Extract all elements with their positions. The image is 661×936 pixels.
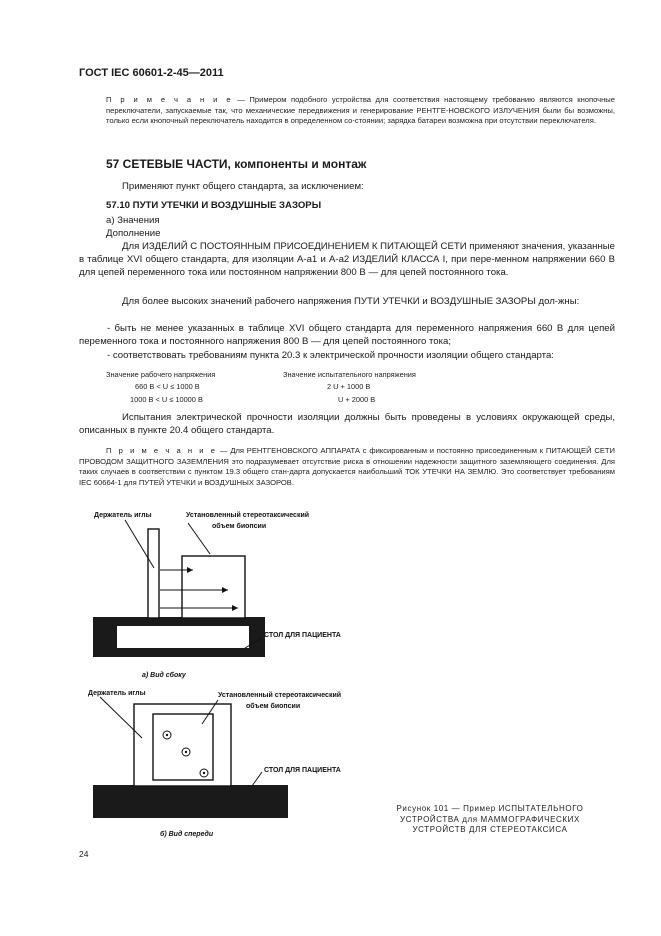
label-patient-table-front: СТОЛ ДЛЯ ПАЦИЕНТА [264, 767, 341, 774]
note-text: — Примером подобного устройства для соответствия настоящему требованию являются кнопочные переключатели, запускаемые так, что механические передвижения и генерирование РЕНТГЕ-НОВСКОГО ИЗЛУЧЕНИЯ были бы возможны, только если кнопочный переключатель находится в определенном со-стоянии; зарядка батареи возможна при отсутствии переключателя. [106, 95, 615, 126]
label-needle-holder: Держатель иглы [94, 512, 152, 519]
note-label: П р и м е ч а н и е [106, 95, 233, 104]
section-57-heading: 57 СЕТЕВЫЕ ЧАСТИ, компоненты и монтаж [106, 157, 367, 171]
paragraph-3: Испытания электрической прочности изоляции должны быть проведены в условиях окружающей среды, описанных в пункте 20.4 общего стандарта. [79, 412, 615, 437]
figure-caption [370, 804, 610, 836]
paragraph-1: Для ИЗДЕЛИЙ С ПОСТОЯННЫМ ПРИСОЕДИНЕНИЕМ К ПИТАЮЩЕЙ СЕТИ применяют значения, указанные в таблице XVI общего стандарта, для изоляции А-а1 и А-а2 ИЗДЕЛИЙ КЛАССА I, при пере-менном напряжении 660 В для цепей переменного тока или постоянном напряжении 800 В — для цепей постоянного тока. [79, 241, 615, 279]
patient-table-side-inner [117, 626, 249, 648]
page-number: 24 [79, 849, 89, 859]
leader-line [188, 523, 210, 554]
biopsy-volume-side [182, 556, 245, 618]
target-point-center [166, 734, 168, 736]
bullet-1: - быть не менее указанных в таблице XVI общего стандарта для переменного напряжения 660 В для цепей переменного тока и постоянного напряжения 800 В — для цепей постоянного тока; [79, 323, 615, 348]
bullet-2: - соответствовать требованиям пункта 20.3 к электрической прочности изоляции общего стандарта: [107, 350, 554, 361]
table-header-test: Значение испытательного напряжения [283, 370, 416, 379]
leader-line [252, 772, 262, 786]
label-biopsy-volume-front-1: Установленный стереотаксический [218, 692, 342, 699]
target-point-center [203, 772, 205, 774]
subsection-57-10-heading: 57.10 ПУТИ УТЕЧКИ И ВОЗДУШНЫЕ ЗАЗОРЫ [106, 200, 322, 211]
needle-holder-side [148, 529, 159, 618]
table-header-working: Значение рабочего напряжения [106, 370, 216, 379]
note-label: П р и м е ч а н и е [106, 446, 218, 455]
label-patient-table: СТОЛ ДЛЯ ПАЦИЕНТА [264, 632, 341, 639]
label-needle-holder-front: Держатель иглы [88, 690, 146, 697]
caption-line: УСТРОЙСТВА для МАММОГРАФИЧЕСКИХ [400, 814, 580, 824]
caption-line: УСТРОЙСТВ ДЛЯ СТЕРЕОТАКСИСА [412, 825, 568, 834]
paragraph-2: Для более высоких значений рабочего напряжения ПУТИ УТЕЧКИ и ВОЗДУШНЫЕ ЗАЗОРЫ дол-жны: [122, 296, 580, 307]
label-biopsy-volume-2: объем биопсии [212, 523, 267, 530]
table-cell: 660 В < U ≤ 1000 В [135, 382, 200, 391]
dopolnenie-label: Дополнение [106, 228, 161, 239]
table-cell: 1000 В < U ≤ 10000 В [130, 395, 203, 404]
label-biopsy-volume-1: Установленный стереотаксический [186, 512, 310, 519]
side-view [93, 511, 341, 679]
table-cell: 2 U + 1000 В [327, 382, 371, 391]
caption-side-view: а) Вид сбоку [142, 672, 186, 679]
front-view [88, 690, 341, 838]
table-cell: U + 2000 В [338, 395, 376, 404]
caption-front-view: б) Вид спереди [160, 831, 214, 838]
target-point-center [185, 751, 187, 753]
standard-header: ГОСТ IEC 60601-2-45—2011 [79, 67, 224, 79]
caption-line: Рисунок 101 — Пример ИСПЫТАТЕЛЬНОГО [396, 804, 584, 813]
patient-table-front [93, 785, 288, 818]
note-text: — Для РЕНТГЕНОВСКОГО АППАРАТА с фиксированным и постоянно присоединенным к ПИТАЮЩЕЙ СЕТИ ПРОВОДОМ ЗАЩИТНОГО ЗАЗЕМЛЕНИЯ это подразумевает отсутствие риска в отношении надежности защитного заземляющего соединения. Для таких случаев в соответствии с пунктом 19.3 общего стан-дарта допускается наибольший ТОК УТЕЧКИ НА ЗЕМЛЮ. Это соответствует требованиям IEC 60664-1 для ПУТЕЙ УТЕЧКИ и ВОЗДУШНЫХ ЗАЗОРОВ. [79, 446, 615, 487]
label-biopsy-volume-front-2: объем биопсии [246, 703, 301, 710]
apply-paragraph: Применяют пункт общего стандарта, за исключением: [122, 181, 364, 192]
item-a: а) Значения [106, 215, 160, 226]
